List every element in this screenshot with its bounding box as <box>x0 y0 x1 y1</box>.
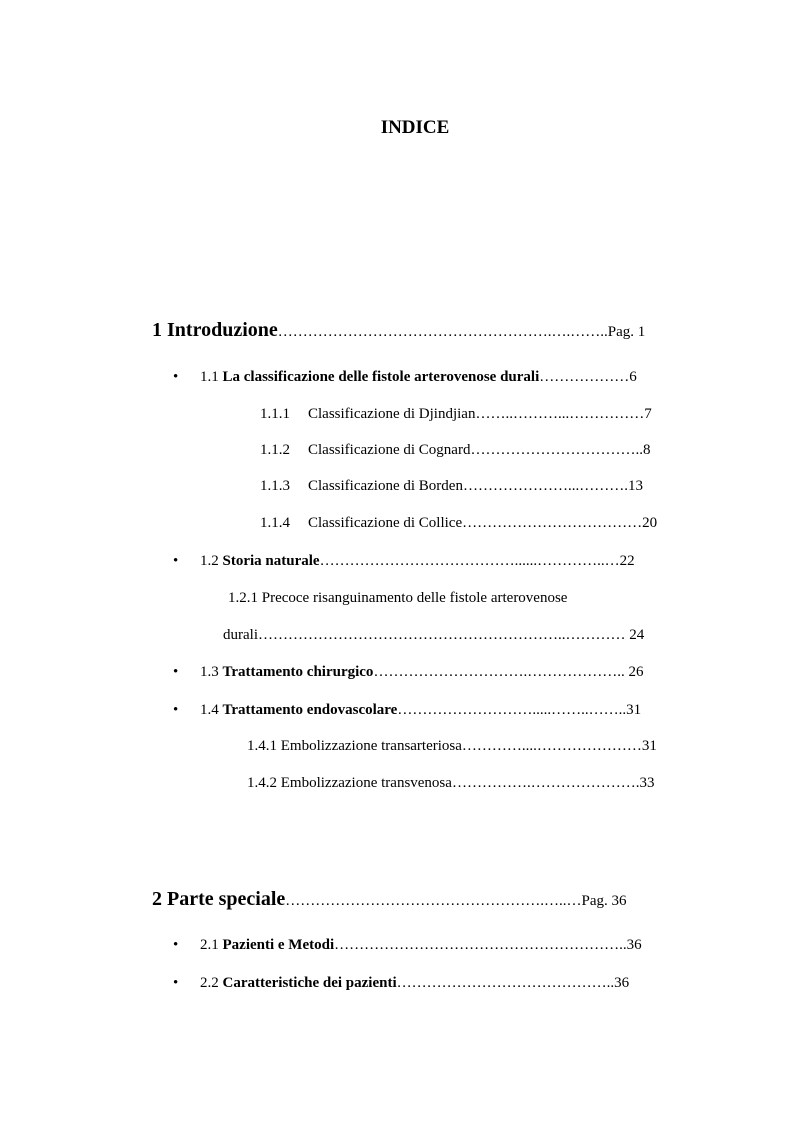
toc-entry-1-1-3 <box>260 477 643 495</box>
section-number: 1.1.1 <box>260 406 290 422</box>
toc-entry-2-1 <box>200 936 642 954</box>
dot-leader: ……………………………………………….….…….. <box>277 324 608 340</box>
bullet-icon: • <box>173 553 179 569</box>
section-title: Caratteristiche dei pazienti <box>222 975 397 991</box>
section-number: 1.1.2 <box>260 442 290 458</box>
page-number: 20 <box>642 515 658 531</box>
dot-leader: …………....………………… <box>461 738 642 754</box>
section-number: 1.1.4 <box>260 515 290 531</box>
section-title: Classificazione di Cognard <box>308 442 471 458</box>
toc-chapter-1 <box>152 318 645 344</box>
section-title: Trattamento endovascolare <box>222 702 398 718</box>
page-number: 8 <box>642 442 651 458</box>
page-number: 6 <box>629 369 637 385</box>
section-title: La classificazione delle fistole arterovenose durali <box>222 369 540 385</box>
toc-entry-1-4 <box>200 701 641 719</box>
page-number: 22 <box>619 553 635 569</box>
dot-leader: …………………………….. <box>470 442 643 458</box>
dot-leader: …………………………………......…………..… <box>319 553 620 569</box>
section-number: 1.2 <box>200 553 223 569</box>
page-number: 24 <box>629 627 645 643</box>
dot-leader: ……..………...…………… <box>475 406 645 422</box>
page-number: 13 <box>627 478 643 494</box>
bullet-icon: • <box>173 702 179 718</box>
toc-entry-1-4-1 <box>247 737 657 755</box>
bullet-icon: • <box>173 664 179 680</box>
dot-leader: …………………………………….. <box>396 975 615 991</box>
page-title: INDICE <box>380 117 450 138</box>
page-number: 31 <box>626 702 642 718</box>
bullet-icon: • <box>173 937 179 953</box>
section-number: 2.1 <box>200 937 223 953</box>
section-title: Classificazione di Borden <box>308 478 463 494</box>
page-number: 36 <box>614 975 630 991</box>
section-title: 1.4.1 Embolizzazione transarteriosa <box>247 738 462 754</box>
dot-leader: ………………………………………………….. <box>334 937 627 953</box>
toc-entry-1-2-1-line2 <box>223 626 644 644</box>
dot-leader: …………….…………………. <box>451 775 640 791</box>
section-title: Classificazione di Collice <box>308 515 463 531</box>
section-title: Pazienti e Metodi <box>222 937 335 953</box>
section-number: 2.2 <box>200 975 223 991</box>
section-number: 1.3 <box>200 664 223 680</box>
page-number: 36 <box>626 937 642 953</box>
section-number: 1.4 <box>200 702 223 718</box>
toc-entry-1-4-2 <box>247 774 654 792</box>
toc-entry-1-1 <box>200 368 637 386</box>
page-number: 7 <box>644 406 652 422</box>
page-number: Pag. 36 <box>581 893 627 909</box>
section-title: 1.4.2 Embolizzazione transvenosa <box>247 775 452 791</box>
chapter-title: 2 Parte speciale <box>152 888 286 910</box>
toc-entry-1-1-4 <box>260 514 657 532</box>
page-number: 33 <box>639 775 655 791</box>
toc-chapter-2 <box>152 887 627 913</box>
dot-leader: …………………...………. <box>462 478 628 494</box>
dot-leader: ……………………………………………………..………… <box>258 627 630 643</box>
page-number: Pag. 1 <box>607 324 646 340</box>
section-number: 1.1 <box>200 369 223 385</box>
toc-entry-1-1-1 <box>260 405 652 423</box>
bullet-icon: • <box>173 975 179 991</box>
chapter-title: 1 Introduzione <box>152 319 278 341</box>
section-title: Storia naturale <box>222 553 320 569</box>
dot-leader: …………………………………………….…..… <box>285 893 582 909</box>
toc-entry-1-1-2 <box>260 441 650 459</box>
dot-leader: ……………………………… <box>462 515 643 531</box>
dot-leader: ……………… <box>539 369 630 385</box>
section-title: durali <box>223 627 258 643</box>
section-title: Classificazione di Djindjian <box>308 406 476 422</box>
page-number: 31 <box>641 738 657 754</box>
toc-entry-1-3 <box>200 663 643 681</box>
section-number: 1.1.3 <box>260 478 290 494</box>
toc-entry-1-2 <box>200 552 635 570</box>
toc-entry-2-2 <box>200 974 629 992</box>
dot-leader: ……………………….....……..…….. <box>397 702 627 718</box>
section-title: Trattamento chirurgico <box>222 664 374 680</box>
dot-leader: ………………………….……………….. <box>373 664 629 680</box>
toc-entry-1-2-1-line1: 1.2.1 Precoce risanguinamento delle fistole arterovenose <box>228 590 568 606</box>
page-number: 26 <box>628 664 644 680</box>
bullet-icon: • <box>173 369 179 385</box>
